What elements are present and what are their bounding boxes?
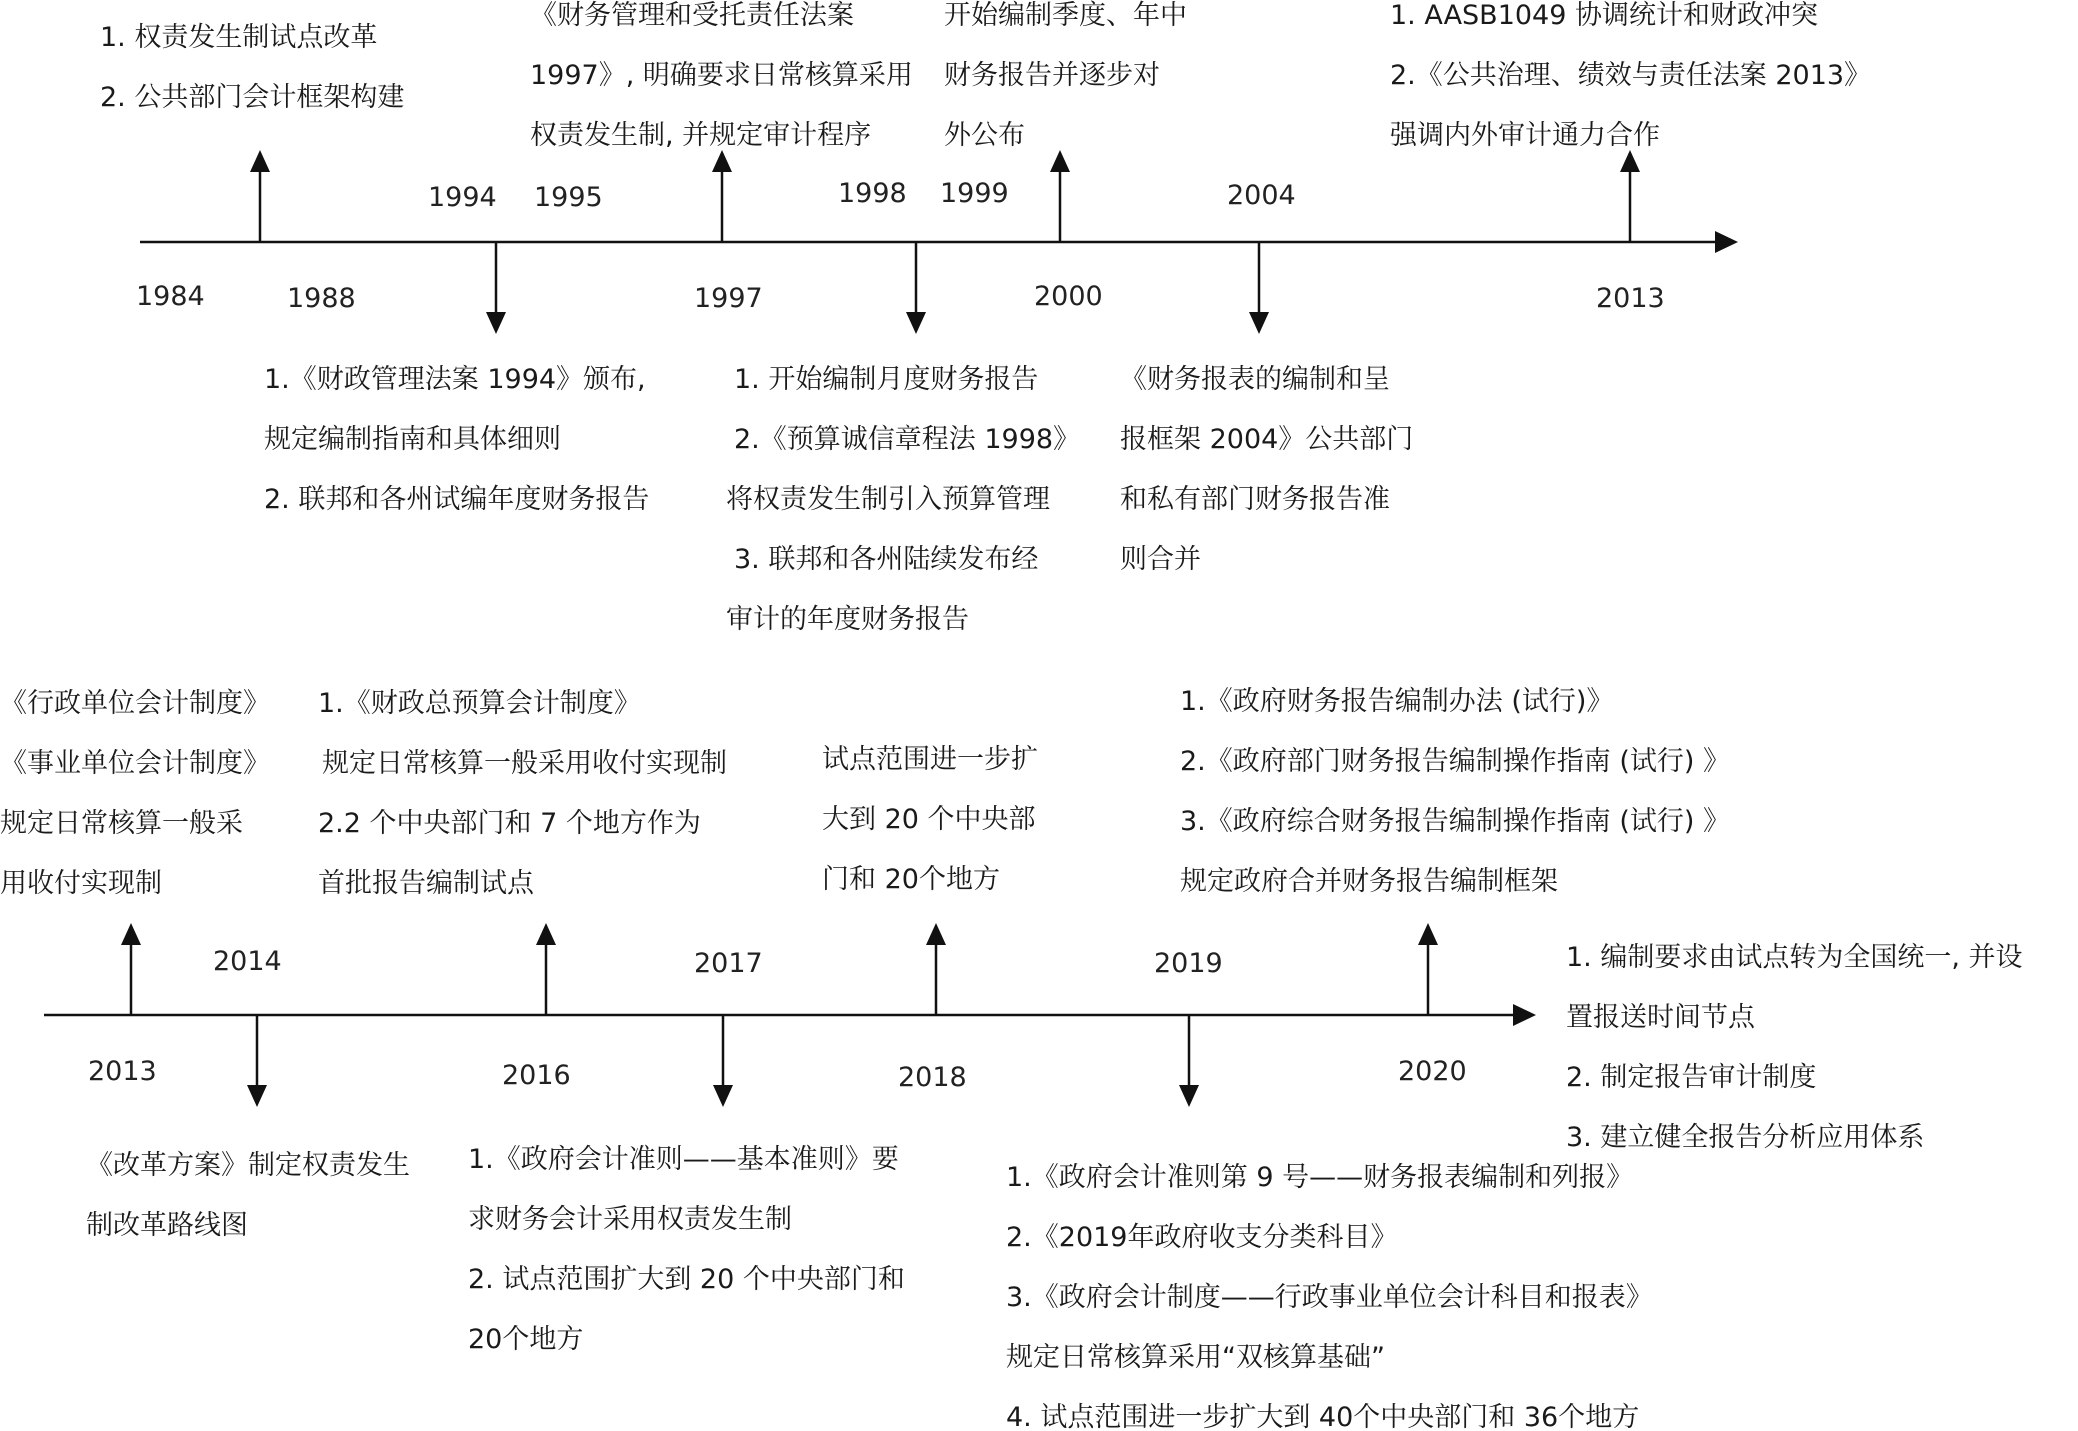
tick-2020-up [1418,923,1438,1015]
year-label: 1984 [136,281,205,312]
note-2016: 1.《财政总预算会计制度》 规定日常核算一般采用收付实现制 2.2 个中央部门和 7 个地方作为 首批报告编制试点 [318,688,727,899]
note-2013b: 《行政单位会计制度》 《事业单位会计制度》 规定日常核算一般采 用收付实现制 [0,688,270,899]
year-label: 1997 [694,283,763,314]
year-label: 2013 [1596,283,1665,314]
year-label: 2017 [694,948,763,979]
note-2013: 1. AASB1049 协调统计和财政冲突 2.《公共治理、绩效与责任法案 2013》 强调内外审计通力合作 [1390,0,1872,151]
tick-1994-down [486,242,506,334]
year-label: 2020 [1398,1056,1467,1087]
tick-2018-up [926,923,946,1015]
year-label: 1998 [838,178,907,209]
note-2014: 《改革方案》制定权责发生 制改革路线图 [86,1150,410,1241]
note-2004: 《财务报表的编制和呈 报框架 2004》公共部门 和私有部门财务报告准 则合并 [1120,364,1414,575]
year-label: 2013 [88,1056,157,1087]
note-2019: 1.《政府会计准则第 9 号——财务报表编制和列报》 2.《2019年政府收支分类科目》 3.《政府会计制度——行政事业单位会计科目和报表》 规定日常核算采用“双核算基础” 4. 试点范围进一步扩大到 40个中央部门和 36个地方 [1006,1162,1653,1431]
bottom-axis-arrowhead [1513,1004,1536,1026]
year-label: 2019 [1154,948,1223,979]
note-2018: 试点范围进一步扩 大到 20 个中央部 门和 20个地方 [822,744,1038,895]
note-2020-requirements: 1. 编制要求由试点转为全国统一, 并设 置报送时间节点 2. 制定报告审计制度 3. 建立健全报告分析应用体系 [1566,942,2023,1153]
note-1998: 1. 开始编制月度财务报告 2.《预算诚信章程法 1998》 将权责发生制引入预算管理 3. 联邦和各州陆续发布经 审计的年度财务报告 [726,364,1081,635]
year-label: 1994 [428,182,497,213]
year-label: 2016 [502,1060,571,1091]
tick-1988-up [250,150,270,242]
top-axis-arrowhead [1715,231,1738,253]
tick-2013b-up [121,923,141,1015]
tick-1998-down [906,242,926,334]
year-label: 2018 [898,1062,967,1093]
note-2020-policies: 1.《政府财务报告编制办法 (试行)》 2.《政府部门财务报告编制操作指南 (试行) 》 3.《政府综合财务报告编制操作指南 (试行) 》 规定政府合并财务报告编制框架 [1180,686,1730,897]
note-2017: 1.《政府会计准则——基本准则》要 求财务会计采用权责发生制 2. 试点范围扩大到 20 个中央部门和 20个地方 [468,1144,905,1355]
tick-2017-down [713,1015,733,1107]
tick-2014-down [247,1015,267,1107]
year-label: 1988 [287,283,356,314]
note-1988: 1. 权责发生制试点改革 2. 公共部门会计框架构建 [100,22,405,113]
year-label: 1999 [940,178,1009,209]
note-2000: 开始编制季度、年中 财务报告并逐步对 外公布 [944,0,1187,151]
year-label: 2004 [1227,180,1296,211]
tick-2016-up [536,923,556,1015]
tick-2004-down [1249,242,1269,334]
tick-2019-down [1179,1015,1199,1107]
note-1997: 《财务管理和受托责任法案 1997》, 明确要求日常核算采用 权责发生制, 并规定审计程序 [530,0,913,151]
year-label: 2000 [1034,281,1103,312]
year-label: 1995 [534,182,603,213]
year-label: 2014 [213,946,282,977]
note-1994: 1.《财政管理法案 1994》颁布, 规定编制指南和具体细则 2. 联邦和各州试编年度财务报告 [264,364,650,515]
